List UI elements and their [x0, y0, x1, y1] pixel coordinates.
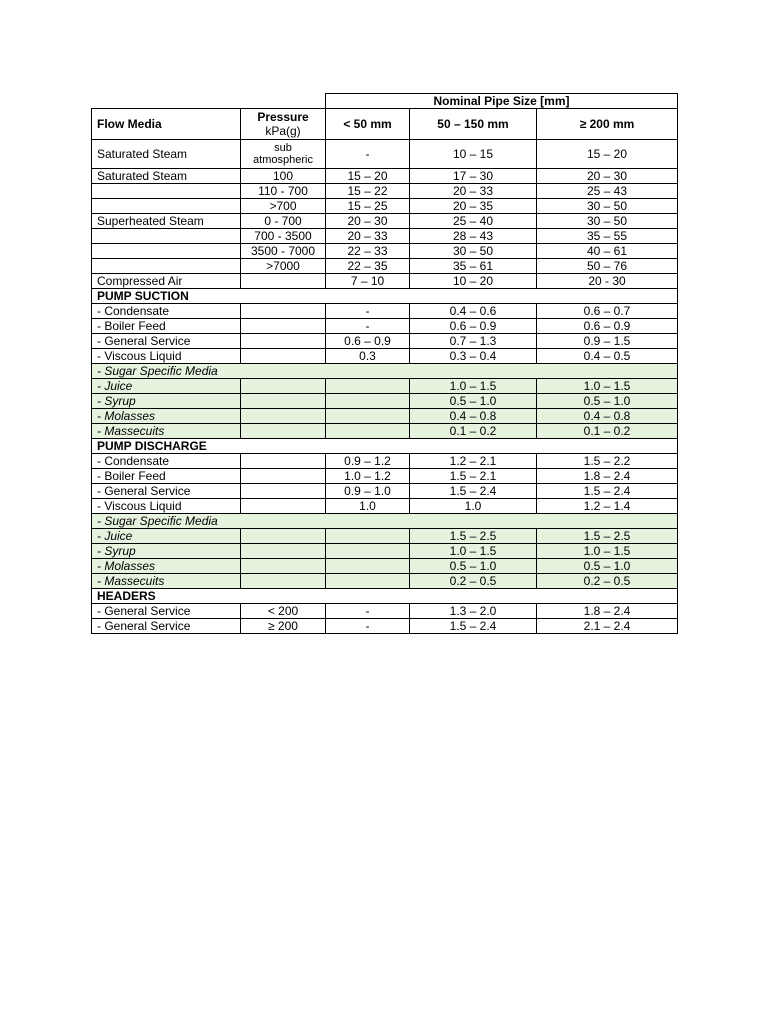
pressure-cell — [241, 409, 326, 424]
table-row — [92, 229, 678, 244]
header-corner-blank — [92, 94, 326, 109]
flow-media-cell: - Viscous Liquid — [92, 499, 241, 514]
pressure-cell — [241, 454, 326, 469]
table-row — [92, 574, 678, 589]
size-50-150-cell: 1.0 – 1.5 — [410, 544, 537, 559]
size-200-plus-cell: 20 – 30 — [537, 169, 678, 184]
table-row — [92, 274, 678, 289]
pressure-cell — [241, 559, 326, 574]
table-row — [92, 499, 678, 514]
size-50-150-cell: 0.5 – 1.0 — [410, 559, 537, 574]
flow-media-cell: - General Service — [92, 619, 241, 634]
size-200-plus-cell: 0.9 – 1.5 — [537, 334, 678, 349]
header-row-columns — [92, 109, 678, 140]
flow-media-cell: - Syrup — [92, 544, 241, 559]
size-200-plus-cell: 50 – 76 — [537, 259, 678, 274]
size-under-50-cell — [326, 424, 410, 439]
size-under-50-cell: 15 – 22 — [326, 184, 410, 199]
flow-media-cell — [92, 199, 241, 214]
flow-media-cell: - Massecuits — [92, 574, 241, 589]
size-column-header-2: 50 – 150 mm — [410, 109, 537, 140]
pressure-cell: 700 - 3500 — [241, 229, 326, 244]
size-50-150-cell: 35 – 61 — [410, 259, 537, 274]
table-row — [92, 184, 678, 199]
size-under-50-cell — [326, 559, 410, 574]
table-row — [92, 304, 678, 319]
flow-media-cell: - Syrup — [92, 394, 241, 409]
flow-media-cell: Saturated Steam — [92, 140, 241, 169]
size-200-plus-cell: 0.5 – 1.0 — [537, 394, 678, 409]
size-50-150-cell: 1.5 – 2.4 — [410, 484, 537, 499]
nominal-pipe-size-header: Nominal Pipe Size [mm] — [326, 94, 678, 109]
flow-media-cell — [92, 259, 241, 274]
flow-media-cell: - Viscous Liquid — [92, 349, 241, 364]
size-under-50-cell: 0.6 – 0.9 — [326, 334, 410, 349]
table-row — [92, 169, 678, 184]
pressure-cell — [241, 544, 326, 559]
table-row — [92, 379, 678, 394]
pressure-cell — [241, 394, 326, 409]
flow-media-cell: - Condensate — [92, 304, 241, 319]
size-200-plus-cell: 1.0 – 1.5 — [537, 379, 678, 394]
pressure-cell — [241, 499, 326, 514]
table-row — [92, 244, 678, 259]
pipe-velocity-table — [91, 93, 678, 634]
size-under-50-cell — [326, 379, 410, 394]
size-50-150-cell: 0.7 – 1.3 — [410, 334, 537, 349]
size-200-plus-cell: 35 – 55 — [537, 229, 678, 244]
pressure-cell: < 200 — [241, 604, 326, 619]
size-200-plus-cell: 40 – 61 — [537, 244, 678, 259]
size-50-150-cell: 1.0 – 1.5 — [410, 379, 537, 394]
size-column-header-1: < 50 mm — [326, 109, 410, 140]
table-row — [92, 514, 678, 529]
pressure-cell — [241, 469, 326, 484]
size-under-50-cell: 0.9 – 1.0 — [326, 484, 410, 499]
pressure-cell — [241, 424, 326, 439]
size-under-50-cell: 7 – 10 — [326, 274, 410, 289]
size-200-plus-cell: 15 – 20 — [537, 140, 678, 169]
size-under-50-cell: 0.3 — [326, 349, 410, 364]
size-under-50-cell: - — [326, 604, 410, 619]
table-row — [92, 409, 678, 424]
table-row — [92, 529, 678, 544]
size-200-plus-cell: 1.8 – 2.4 — [537, 604, 678, 619]
flow-media-cell: - General Service — [92, 604, 241, 619]
flow-media-cell: - Boiler Feed — [92, 469, 241, 484]
size-200-plus-cell: 2.1 – 2.4 — [537, 619, 678, 634]
pressure-cell: ≥ 200 — [241, 619, 326, 634]
flow-media-cell: Compressed Air — [92, 274, 241, 289]
table-row — [92, 349, 678, 364]
size-50-150-cell: 30 – 50 — [410, 244, 537, 259]
size-50-150-cell: 0.5 – 1.0 — [410, 394, 537, 409]
table-row — [92, 259, 678, 274]
table-row — [92, 544, 678, 559]
flow-media-cell: - Massecuits — [92, 424, 241, 439]
size-under-50-cell: - — [326, 304, 410, 319]
flow-media-cell — [92, 229, 241, 244]
pressure-cell — [241, 334, 326, 349]
pressure-cell — [241, 529, 326, 544]
table-row — [92, 589, 678, 604]
size-50-150-cell: 0.3 – 0.4 — [410, 349, 537, 364]
size-200-plus-cell: 20 - 30 — [537, 274, 678, 289]
size-50-150-cell: 0.4 – 0.8 — [410, 409, 537, 424]
sugar-section-heading: - Sugar Specific Media — [92, 364, 678, 379]
pressure-header-label: Pressure — [257, 110, 309, 124]
pressure-unit-label: kPa(g) — [265, 124, 301, 138]
size-50-150-cell: 1.5 – 2.4 — [410, 619, 537, 634]
header-row-group — [92, 94, 678, 109]
flow-media-header: Flow Media — [92, 109, 241, 140]
pressure-cell — [241, 304, 326, 319]
flow-media-cell: - Molasses — [92, 409, 241, 424]
size-under-50-cell: 20 – 30 — [326, 214, 410, 229]
table-row — [92, 619, 678, 634]
size-column-header-3: ≥ 200 mm — [537, 109, 678, 140]
size-200-plus-cell: 0.6 – 0.9 — [537, 319, 678, 334]
pressure-cell — [241, 274, 326, 289]
flow-media-cell: - Juice — [92, 529, 241, 544]
table-row — [92, 214, 678, 229]
table-row — [92, 319, 678, 334]
table-row — [92, 364, 678, 379]
pressure-cell: 3500 - 7000 — [241, 244, 326, 259]
section-heading: PUMP SUCTION — [92, 289, 678, 304]
size-under-50-cell — [326, 574, 410, 589]
pressure-header — [241, 109, 326, 140]
size-200-plus-cell: 0.1 – 0.2 — [537, 424, 678, 439]
size-under-50-cell: - — [326, 319, 410, 334]
size-50-150-cell: 0.4 – 0.6 — [410, 304, 537, 319]
size-200-plus-cell: 1.5 – 2.4 — [537, 484, 678, 499]
section-heading: HEADERS — [92, 589, 678, 604]
size-200-plus-cell: 0.6 – 0.7 — [537, 304, 678, 319]
size-200-plus-cell: 1.5 – 2.2 — [537, 454, 678, 469]
size-under-50-cell — [326, 529, 410, 544]
table-row — [92, 559, 678, 574]
table-row — [92, 199, 678, 214]
size-under-50-cell: 15 – 25 — [326, 199, 410, 214]
pressure-cell: sub atmospheric — [241, 140, 326, 169]
flow-media-cell: - Juice — [92, 379, 241, 394]
size-50-150-cell: 1.5 – 2.5 — [410, 529, 537, 544]
pressure-cell — [241, 574, 326, 589]
size-200-plus-cell: 1.0 – 1.5 — [537, 544, 678, 559]
size-200-plus-cell: 1.8 – 2.4 — [537, 469, 678, 484]
size-200-plus-cell: 30 – 50 — [537, 199, 678, 214]
size-50-150-cell: 1.3 – 2.0 — [410, 604, 537, 619]
table-row — [92, 289, 678, 304]
table-row — [92, 604, 678, 619]
size-under-50-cell: 20 – 33 — [326, 229, 410, 244]
table-row — [92, 484, 678, 499]
flow-media-cell: - General Service — [92, 334, 241, 349]
size-under-50-cell: - — [326, 140, 410, 169]
flow-media-cell: - General Service — [92, 484, 241, 499]
size-200-plus-cell: 0.2 – 0.5 — [537, 574, 678, 589]
size-50-150-cell: 28 – 43 — [410, 229, 537, 244]
flow-media-cell — [92, 184, 241, 199]
sugar-section-heading: - Sugar Specific Media — [92, 514, 678, 529]
table-row — [92, 454, 678, 469]
section-heading: PUMP DISCHARGE — [92, 439, 678, 454]
size-under-50-cell — [326, 394, 410, 409]
size-200-plus-cell: 0.4 – 0.8 — [537, 409, 678, 424]
size-under-50-cell — [326, 544, 410, 559]
flow-media-cell: - Boiler Feed — [92, 319, 241, 334]
size-50-150-cell: 0.2 – 0.5 — [410, 574, 537, 589]
size-50-150-cell: 10 – 15 — [410, 140, 537, 169]
size-50-150-cell: 1.2 – 2.1 — [410, 454, 537, 469]
size-200-plus-cell: 1.5 – 2.5 — [537, 529, 678, 544]
size-50-150-cell: 0.1 – 0.2 — [410, 424, 537, 439]
table-row — [92, 394, 678, 409]
flow-media-cell — [92, 244, 241, 259]
size-under-50-cell: - — [326, 619, 410, 634]
size-50-150-cell: 17 – 30 — [410, 169, 537, 184]
flow-media-cell: Saturated Steam — [92, 169, 241, 184]
flow-media-cell: - Condensate — [92, 454, 241, 469]
table-row — [92, 439, 678, 454]
size-under-50-cell: 15 – 20 — [326, 169, 410, 184]
size-50-150-cell: 20 – 33 — [410, 184, 537, 199]
flow-media-cell: Superheated Steam — [92, 214, 241, 229]
size-50-150-cell: 1.0 — [410, 499, 537, 514]
size-200-plus-cell: 25 – 43 — [537, 184, 678, 199]
pressure-cell: >7000 — [241, 259, 326, 274]
table-body — [92, 94, 678, 634]
pressure-cell — [241, 349, 326, 364]
pressure-cell — [241, 319, 326, 334]
table-row — [92, 334, 678, 349]
size-50-150-cell: 20 – 35 — [410, 199, 537, 214]
table-row — [92, 424, 678, 439]
size-200-plus-cell: 1.2 – 1.4 — [537, 499, 678, 514]
size-50-150-cell: 0.6 – 0.9 — [410, 319, 537, 334]
size-under-50-cell: 1.0 — [326, 499, 410, 514]
size-200-plus-cell: 0.5 – 1.0 — [537, 559, 678, 574]
pressure-cell: 110 - 700 — [241, 184, 326, 199]
size-under-50-cell: 22 – 35 — [326, 259, 410, 274]
pressure-cell: 100 — [241, 169, 326, 184]
size-50-150-cell: 1.5 – 2.1 — [410, 469, 537, 484]
flow-media-cell: - Molasses — [92, 559, 241, 574]
size-200-plus-cell: 0.4 – 0.5 — [537, 349, 678, 364]
size-under-50-cell: 22 – 33 — [326, 244, 410, 259]
table-row — [92, 469, 678, 484]
size-50-150-cell: 25 – 40 — [410, 214, 537, 229]
pressure-cell: >700 — [241, 199, 326, 214]
size-under-50-cell: 1.0 – 1.2 — [326, 469, 410, 484]
pressure-cell — [241, 484, 326, 499]
pressure-cell — [241, 379, 326, 394]
size-200-plus-cell: 30 – 50 — [537, 214, 678, 229]
size-under-50-cell: 0.9 – 1.2 — [326, 454, 410, 469]
table-row — [92, 140, 678, 169]
pressure-cell: 0 - 700 — [241, 214, 326, 229]
size-under-50-cell — [326, 409, 410, 424]
size-50-150-cell: 10 – 20 — [410, 274, 537, 289]
